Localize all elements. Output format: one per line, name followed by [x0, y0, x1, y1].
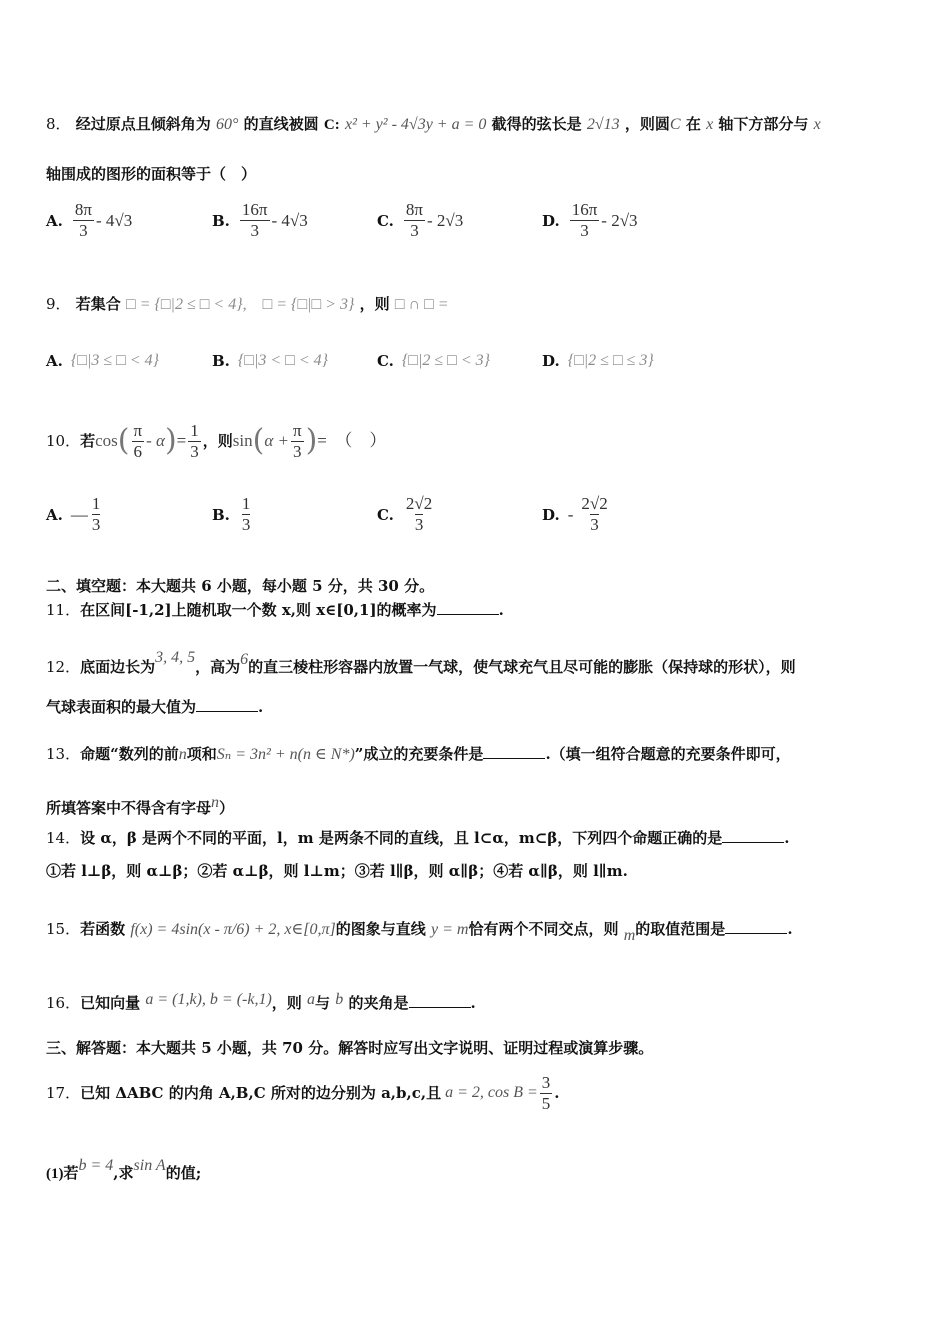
q16-answer-blank[interactable]: [409, 993, 471, 1008]
q9-intro: 若集合: [75, 295, 121, 313]
q10-option-c[interactable]: C. $\frac{2√2}{3}$: [377, 494, 433, 534]
q12-line1: 12．底面边长为3, 4, 5，高为6的直三棱柱形容器内放置一气球，使气球充气且尽可能的膨胀（保持球的形状），则: [46, 649, 796, 676]
q11-line: 11．在区间[-1,2]上随机取一个数 x,则 x∈[0,1]的概率为 .: [46, 601, 504, 619]
q9-expr: □ ∩ □ =: [394, 296, 449, 313]
q14-answer-blank[interactable]: [722, 828, 784, 843]
q8-intro: 经过原点且倾斜角为: [75, 115, 211, 133]
q15-line: 15．若函数 f(x) = 4sin(x - π/6) + 2, x∈[0,π]的图象与直线 y = m恰有两个不同交点，则 m的取值范围是 .: [46, 920, 793, 944]
q12-answer-blank[interactable]: [196, 697, 258, 712]
q9-option-d[interactable]: D. {□|2 ≤ □ ≤ 3}: [542, 352, 654, 370]
q8-number: 8．: [46, 115, 71, 133]
q16-line: 16．已知向量 a = (1,k), b = (-k,1)，则 a与 b 的夹角是 .: [46, 991, 476, 1012]
q12-line2: 气球表面积的最大值为 .: [46, 698, 264, 716]
q8-line1: [46, 114, 821, 135]
q14-line2: ①若 l⊥β，则 α⊥β；②若 α⊥β，则 l⊥m；③若 l∥β，则 α∥β；④若 α∥β，则 l∥m.: [46, 862, 628, 880]
section2-heading: 二、填空题：本大题共 6 小题，每小题 5 分，共 30 分。: [46, 577, 435, 595]
q8-circle: C:: [323, 117, 340, 133]
q8-mid1: 的直线被圆: [243, 115, 319, 133]
q10-line: 10． 若 cos ( $\frac{\pi}{6}$ - α ) = $\frac{1}{3}$ ，则 sin ( α + $\frac{\pi}{3}$ ) = （ ）: [46, 420, 387, 461]
q15-answer-blank[interactable]: [725, 919, 787, 934]
q10-option-a[interactable]: A. — $\frac{1}{3}$: [46, 494, 101, 534]
q9-mid: ，则: [359, 295, 390, 313]
q11-answer-blank[interactable]: [437, 600, 499, 615]
q8-option-d[interactable]: D. $\frac{16\pi}{3}$ - 2√3: [542, 200, 638, 240]
q13-answer-blank[interactable]: [483, 744, 545, 759]
q8-option-b[interactable]: B. $\frac{16\pi}{3}$ - 4√3: [212, 200, 308, 240]
q10-option-d[interactable]: D. - $\frac{2√2}{3}$: [542, 494, 608, 534]
q8-chord: 2√13: [586, 116, 620, 133]
q17-line: 17． 已知 ΔABC 的内角 A,B,C 所对的边分别为 a,b,c,且 a = 2, cos B = $\frac{3}{5}$ .: [46, 1072, 560, 1113]
q8-C: C: [669, 116, 681, 133]
q8-equation: x² + y² - 4√3y + a = 0: [344, 116, 487, 133]
q13-line1: 13．命题“数列的前n项和Sₙ = 3n² + n(n ∈ N*)”成立的充要条件是 .（填一组符合题意的充要条件即可，: [46, 745, 791, 763]
q8-mid2: 截得的弦长是: [491, 115, 582, 133]
q8-line2: 轴围成的图形的面积等于（ ）: [46, 165, 257, 183]
q10-option-b[interactable]: B. $\frac{1}{3}$: [212, 494, 251, 534]
q14-line1: 14．设 α，β 是两个不同的平面，l，m 是两条不同的直线，且 l⊂α，m⊂β，下列四个命题正确的是 .: [46, 829, 790, 847]
q9-number: 9．: [46, 295, 71, 313]
q8-mid4: 在: [685, 115, 701, 133]
q8-x2: x: [813, 116, 821, 133]
q9-line: [46, 294, 449, 315]
q9-option-c[interactable]: C. {□|2 ≤ □ < 3}: [377, 352, 491, 370]
q8-option-c[interactable]: C. $\frac{8\pi}{3}$ - 2√3: [377, 200, 464, 240]
q9-option-a[interactable]: A. {□|3 ≤ □ < 4}: [46, 352, 159, 370]
q8-angle: 60°: [216, 116, 239, 133]
q17-part1: (1)若b = 4,求sin A的值;: [46, 1157, 202, 1182]
q8-x1: x: [706, 116, 714, 133]
q8-mid5: 轴下方部分与: [718, 115, 809, 133]
q13-line2: 所填答案中不得含有字母n）: [46, 794, 235, 817]
q8-mid3: ，则圆: [624, 115, 670, 133]
section3-heading: 三、解答题：本大题共 5 小题，共 70 分。解答时应写出文字说明、证明过程或演算步骤。: [46, 1039, 654, 1057]
q9-option-b[interactable]: B. {□|3 < □ < 4}: [212, 352, 329, 370]
q8-option-a[interactable]: A. $\frac{8\pi}{3}$ - 4√3: [46, 200, 133, 240]
q9-setdef: □ = {□|2 ≤ □ < 4}, □ = {□|□ > 3}: [126, 296, 355, 313]
